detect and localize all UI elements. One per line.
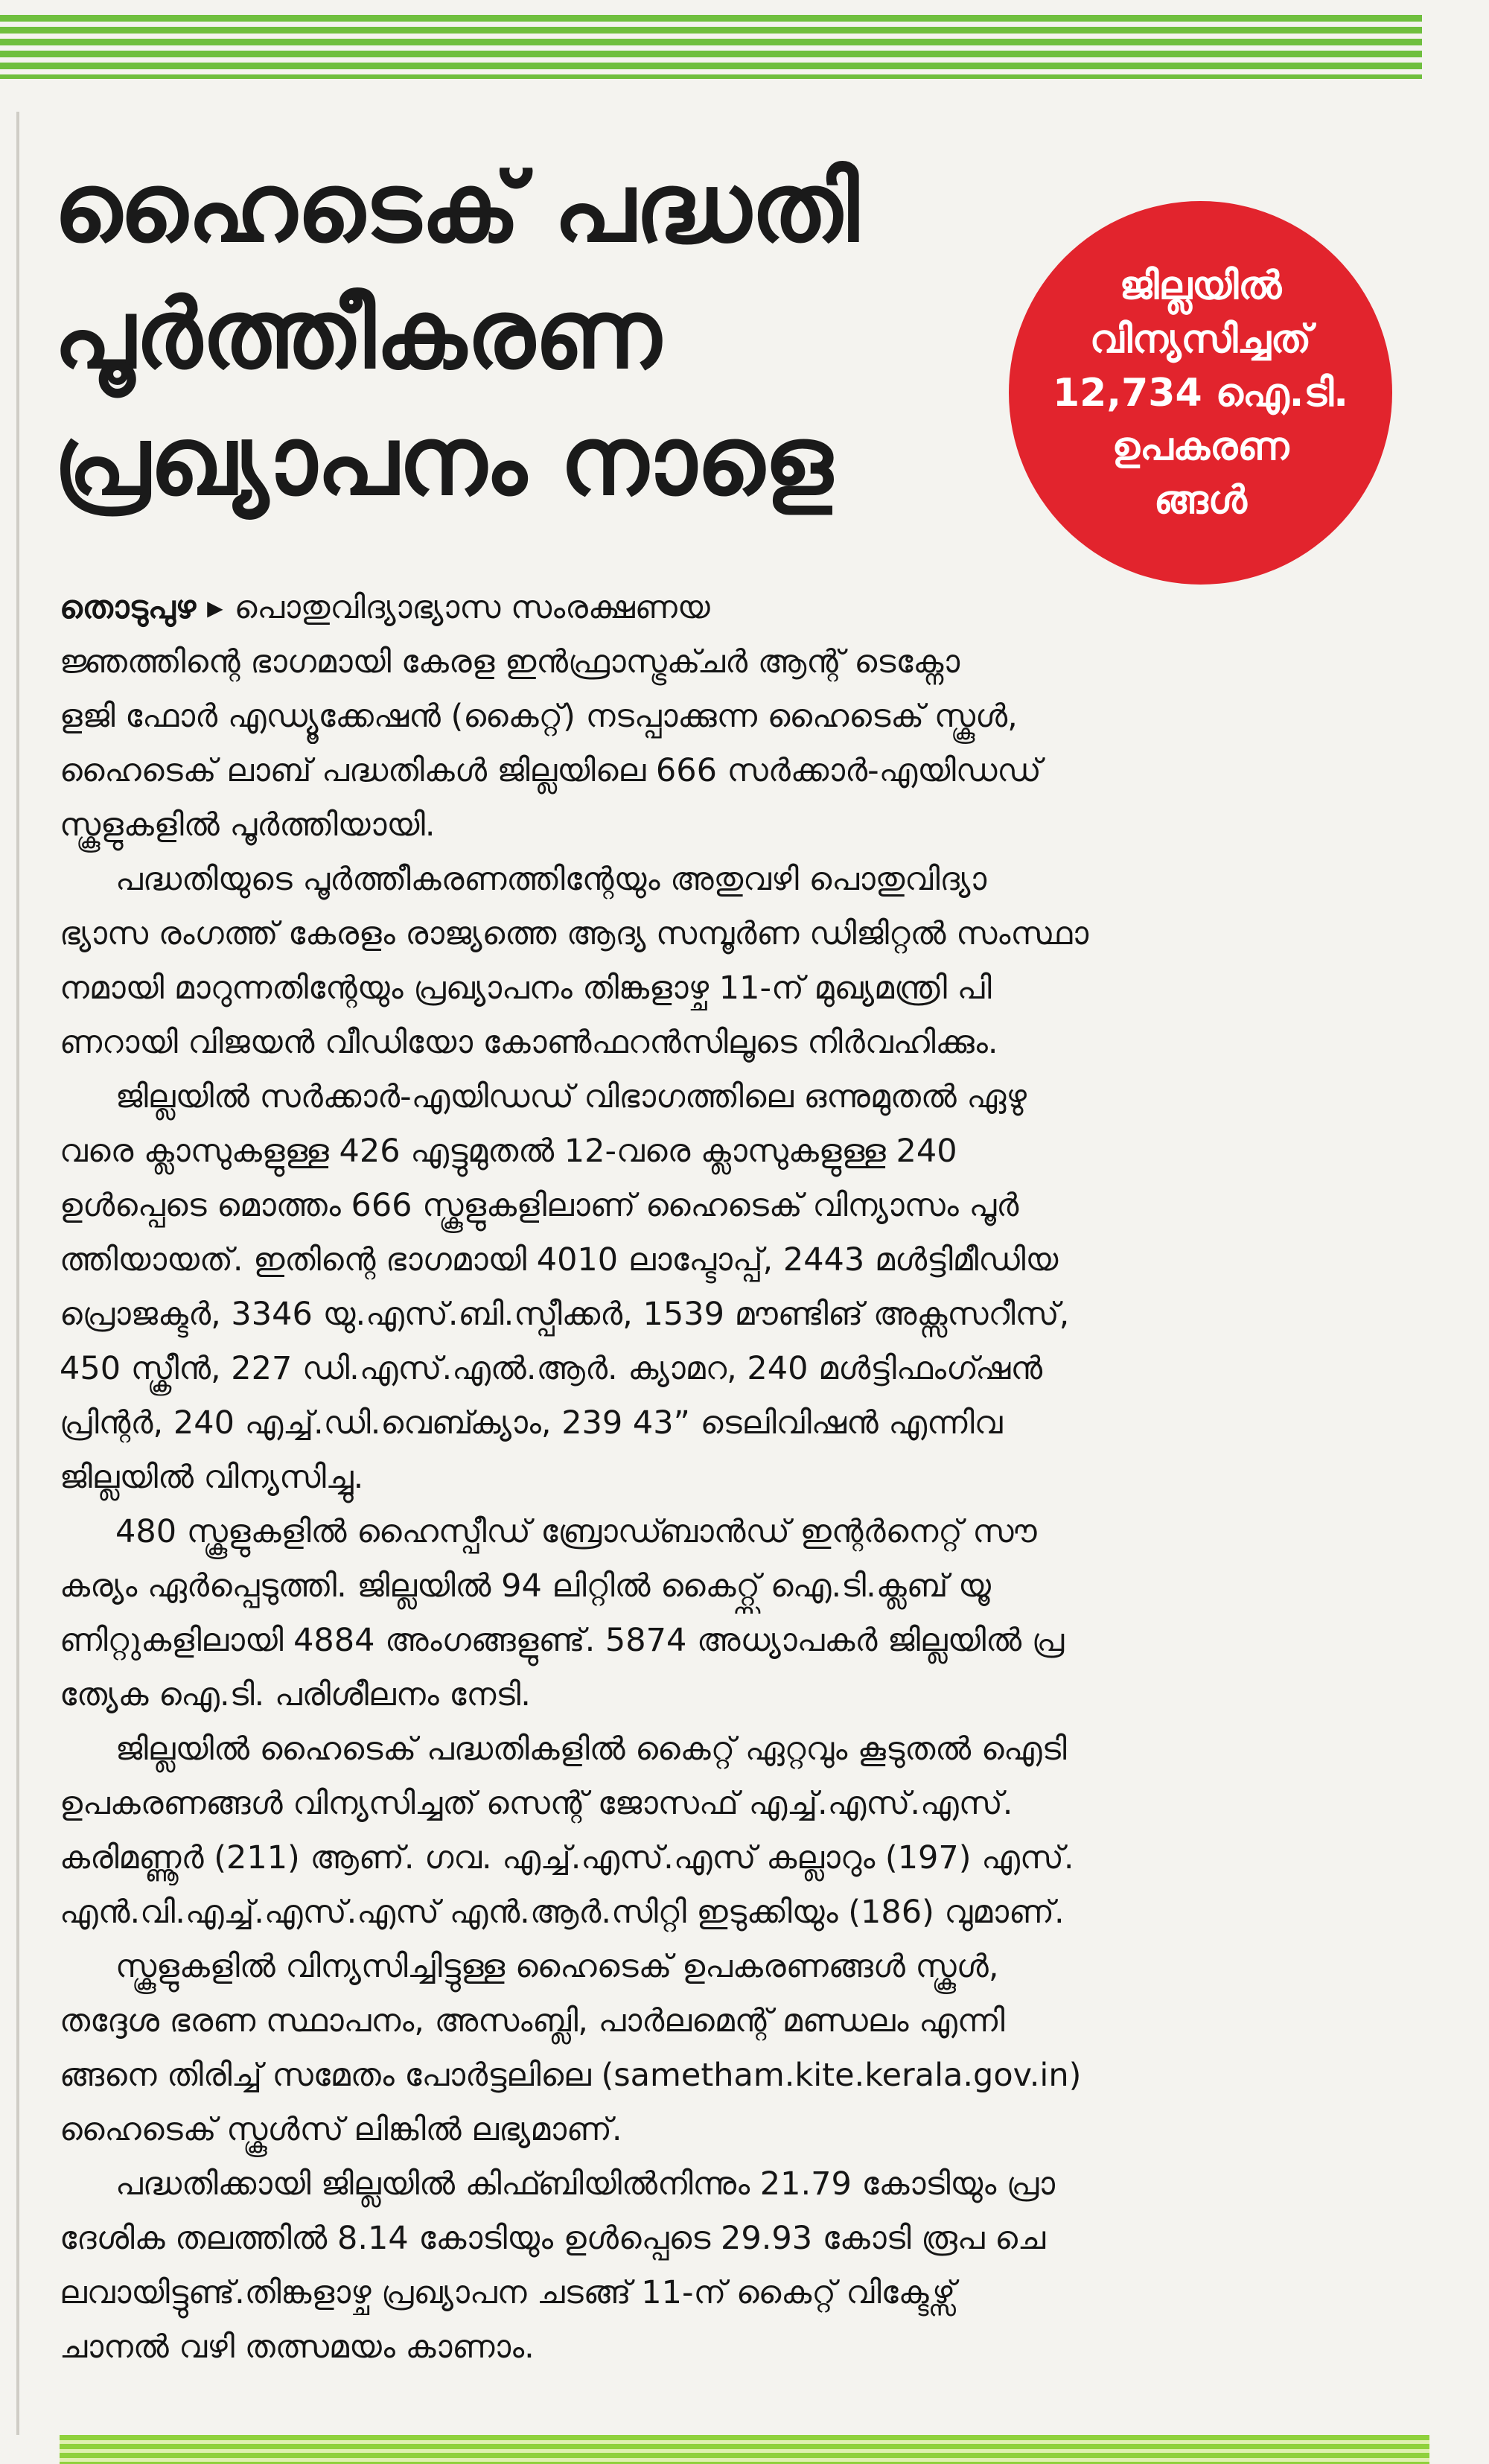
headline-line: ഹൈടെക് പദ്ധതി [54, 153, 859, 264]
paragraph-line: ളജി ഫോർ എഡ്യൂക്കേഷൻ (കൈറ്റ്) നടപ്പാക്കുന്ന ഹൈടെക് സ്കൂൾ, [60, 698, 1018, 735]
paragraph-line: ഹൈടെക് ലാബ് പദ്ധതികൾ ജില്ലയിലെ 666 സർക്കാർ-എയിഡഡ് [60, 752, 1042, 789]
bottom-decorative-bar [60, 2435, 1429, 2464]
paragraph-line: ചാനൽ വഴി തത്സമയം കാണാം. [60, 2328, 535, 2366]
paragraph-line: വരെ ക്ലാസുകളുള്ള 426 എട്ടുമുതൽ 12-വരെ ക്ലാസുകളുള്ള 240 [60, 1133, 957, 1170]
paragraph-line: എൻ.വി.എച്ച്.എസ്.എസ് എൻ.ആർ.സിറ്റി ഇടുക്കിയും (186) വുമാണ്. [60, 1894, 1065, 1931]
article-paragraph [60, 1070, 1422, 1505]
paragraph-line: പദ്ധതിക്കായി ജില്ലയിൽ കിഫ്ബിയിൽനിന്നും 21.79 കോടിയും പ്രാ [115, 2165, 1056, 2203]
article-body [60, 581, 1422, 2375]
column-rule [16, 112, 19, 2435]
headline-line: പൂർത്തീകരണ [54, 279, 661, 390]
badge-line: വിന്യസിച്ചത് [1089, 316, 1312, 362]
article-paragraph [60, 1940, 1422, 2157]
article-paragraph [60, 2157, 1422, 2375]
paragraph-line: ഉൾപ്പെടെ മൊത്തം 666 സ്കൂളുകളിലാണ് ഹൈടെക് വിന്യാസം പൂർ [60, 1187, 1019, 1224]
paragraph-line: ജില്ലയിൽ സർക്കാർ-എയിഡഡ് വിഭാഗത്തിലെ ഒന്നുമുതൽ ഏഴു [115, 1078, 1027, 1115]
article-paragraph [60, 1505, 1422, 1722]
paragraph-line: ജില്ലയിൽ വിന്യസിച്ചു. [60, 1459, 364, 1496]
paragraph-line: ഭ്യാസ രംഗത്ത് കേരളം രാജ്യത്തെ ആദ്യ സമ്പൂർണ ഡിജിറ്റൽ സംസ്ഥാ [60, 915, 1089, 952]
headline [54, 145, 992, 525]
badge-line: 12,734 ഐ.ടി. [1052, 370, 1348, 416]
paragraph-line: കര്യം ഏർപ്പെടുത്തി. ജില്ലയിൽ 94 ലിറ്റിൽ കൈറ്റ്സ് ഐ.ടി.ക്ലബ് യൂ [60, 1567, 992, 1605]
paragraph-line: പ്രൊജക്ടർ, 3346 യു.എസ്.ബി.സ്പീക്കർ, 1539 മൗണ്ടിങ് അക്സസറീസ്, [60, 1296, 1070, 1333]
paragraph-line: ണറായി വിജയൻ വീഡിയോ കോൺഫറൻസിലൂടെ നിർവഹിക്കും. [60, 1024, 998, 1061]
badge-line: ജില്ലയിൽ [1119, 263, 1282, 308]
paragraph-line: ജില്ലയിൽ ഹൈടെക് പദ്ധതികളിൽ കൈറ്റ് ഏറ്റവും കൂടുതൽ ഐടി [115, 1731, 1067, 1768]
paragraph-line: പദ്ധതിയുടെ പൂർത്തീകരണത്തിന്റേയും അതുവഴി പൊതുവിദ്യാ [115, 861, 987, 898]
article-paragraph [60, 581, 1422, 853]
headline-line: പ്രഖ്യാപനം നാളെ [54, 406, 833, 517]
article-paragraph [60, 1722, 1422, 1940]
paragraph-line: ലവായിട്ടുണ്ട്.തിങ്കളാഴ്ച പ്രഖ്യാപന ചടങ്ങ് 11-ന് കൈറ്റ് വിക്ടേഴ്സ് [60, 2274, 956, 2311]
paragraph-line: സ്കൂളുകളിൽ പൂർത്തിയായി. [60, 806, 436, 844]
paragraph-line: കരിമണ്ണൂർ (211) ആണ്. ഗവ. എച്ച്.എസ്.എസ് കല്ലാറും (197) എസ്. [60, 1839, 1074, 1876]
highlight-badge [1009, 201, 1392, 585]
paragraph-line: ത്യേക ഐ.ടി. പരിശീലനം നേടി. [60, 1676, 531, 1713]
paragraph-line: ത്തിയായത്. ഇതിന്റെ ഭാഗമായി 4010 ലാപ്ടോപ്പ്, 2443 മൾട്ടിമീഡിയ [60, 1241, 1059, 1279]
paragraph-line: ഉപകരണങ്ങൾ വിന്യസിച്ചത് സെന്റ് ജോസഫ് എച്ച്.എസ്.എസ്. [60, 1785, 1013, 1822]
paragraph-line: 450 സ്ക്രീൻ, 227 ഡി.എസ്.എൽ.ആർ. ക്യാമറ, 240 മൾട്ടിഫംഗ്ഷൻ [60, 1350, 1043, 1387]
paragraph-line: നമായി മാറുന്നതിന്റേയും പ്രഖ്യാപനം തിങ്കളാഴ്ച 11-ന് മുഖ്യമന്ത്രി പി [60, 970, 992, 1007]
top-decorative-bar [0, 15, 1422, 79]
paragraph-line [60, 581, 1422, 635]
paragraph-line: സ്കൂളുകളിൽ വിന്യസിച്ചിട്ടുള്ള ഹൈടെക് ഉപകരണങ്ങൾ സ്കൂൾ, [115, 1948, 999, 1985]
paragraph-line: ങ്ങനെ തിരിച്ച് സമേതം പോർട്ടലിലെ (sametham.kite.kerala.gov.in) [60, 2057, 1082, 2094]
article-paragraph [60, 853, 1422, 1070]
paragraph-line: ദേശിക തലത്തിൽ 8.14 കോടിയും ഉൾപ്പെടെ 29.93 കോടി രൂപ ചെ [60, 2220, 1046, 2257]
badge-line: ങ്ങൾ [1154, 477, 1247, 523]
paragraph-line-text: പൊതുവിദ്യാഭ്യാസ സംരക്ഷണയ [234, 589, 710, 626]
paragraph-line: 480 സ്കൂളുകളിൽ ഹൈസ്പീഡ് ബ്രോഡ്ബാൻഡ് ഇന്റർനെറ്റ് സൗ [115, 1513, 1037, 1550]
paragraph-line: ജ്ഞത്തിന്റെ ഭാഗമായി കേരള ഇൻഫ്രാസ്ട്രക്ചർ ആന്റ് ടെക്നോ [60, 643, 960, 681]
paragraph-line: ഹൈടെക് സ്കൂൾസ് ലിങ്കിൽ ലഭ്യമാണ്. [60, 2111, 622, 2148]
paragraph-line: പ്രിന്റർ, 240 എച്ച്.ഡി.വെബ്ക്യാം, 239 43” ടെലിവിഷൻ എന്നിവ [60, 1404, 1003, 1442]
paragraph-line: ണിറ്റുകളിലായി 4884 അംഗങ്ങളുണ്ട്. 5874 അധ്യാപകർ ജില്ലയിൽ പ്ര [60, 1622, 1065, 1659]
paragraph-line: തദ്ദേശ ഭരണ സ്ഥാപനം, അസംബ്ലി, പാർലമെന്റ് മണ്ഡലം എന്നി [60, 2002, 1005, 2040]
badge-line: ഉപകരണ [1112, 424, 1289, 469]
dateline: തൊടുപുഴ ▸ [60, 589, 235, 626]
